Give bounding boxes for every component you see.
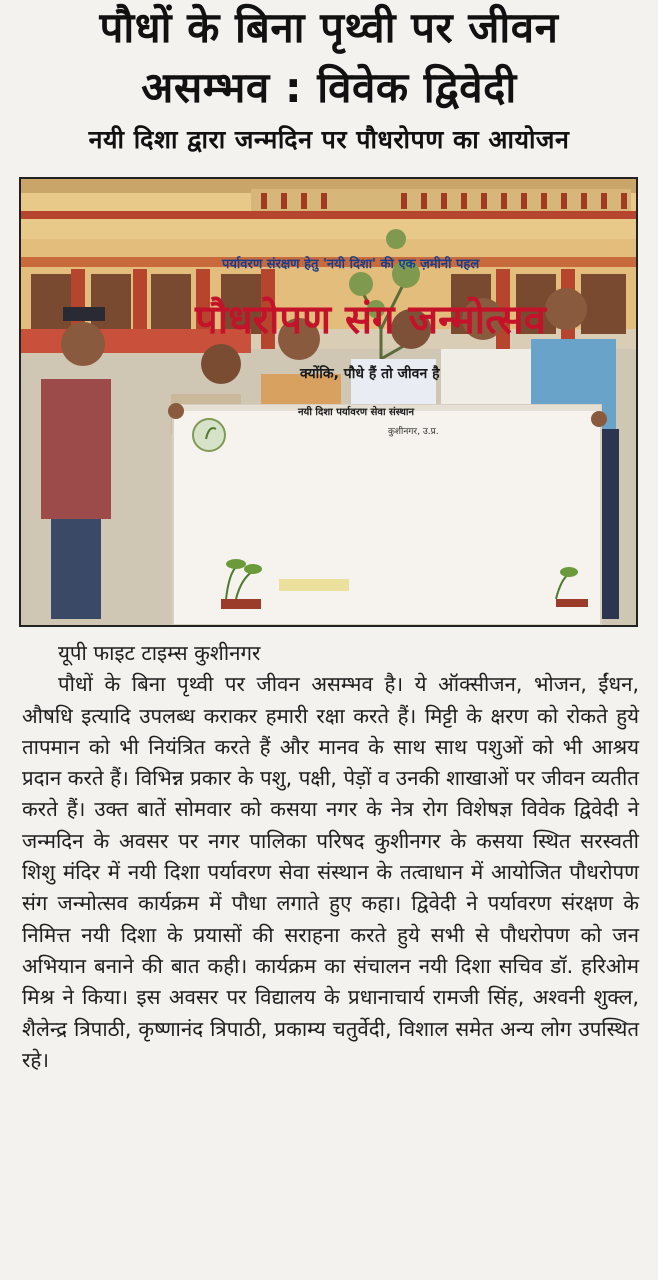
banner-place-line: कुशीनगर, उ.प्र. [388, 427, 439, 437]
article-body [22, 638, 639, 1076]
subheadline: नयी दिशा द्वारा जन्मदिन पर पौधरोपण का आयोजन [88, 125, 570, 154]
banner-tagline: क्योंकि, पौधे हैं तो जीवन है [300, 366, 440, 382]
banner-org-line: नयी दिशा पर्यावरण सेवा संस्थान [298, 407, 414, 418]
article-paragraph: पौधों के बिना पृथ्वी पर जीवन असम्भव है। ये ऑक्सीजन, भोजन, ईंधन, औषधि इत्यादि उपलब्ध कराकर हमारी रक्षा करते हैं। मिट्टी के क्षरण को रोकते हुये तापमान को भी नियंत्रित करते हैं और मानव के साथ साथ पशुओं को भी आश्रय प्रदान करते हैं। विभिन्न प्रकार के पशु, पक्षी, पेड़ों व उनकी शाखाओं पर जीवन व्यतीत करते हैं। उक्त बातें सोमवार को कसया नगर के नेत्र रोग विशेषज्ञ विवेक द्विवेदी ने जन्मदिन के अवसर पर नगर पालिका परिषद कुशीनगर के कसया स्थित सरस्वती शिशु मंदिर में नयी दिशा पर्यावरण सेवा संस्थान के तत्वाधान में आयोजित पौधरोपण संग जन्मोत्सव कार्यक्रम में पौधा लगाते हुए कहा। द्विवेदी ने पर्यावरण संरक्षण के निमित्त नयी दिशा के प्रयासों की सराहना करते हुये सभी से पौधरोपण को जन अभियान बनाने की बात कही। कार्यक्रम का संचालन नयी दिशा सचिव डॉ. हरिओम मिश्र ने किया। इस अवसर पर विद्यालय के प्रधानाचार्य रामजी सिंह, अश्वनी शुक्ल, शैलेन्द्र त्रिपाठी, कृष्णानंद त्रिपाठी, प्रकाम्य चतुर्वेदी, विशाल समेत अन्य लोग उपस्थित रहे। [22, 672, 639, 1072]
banner-top-line: पर्यावरण संरक्षण हेतु 'नयी दिशा' की एक ज़मीनी पहल [222, 257, 480, 272]
article-photo [19, 177, 638, 627]
headline-line-1: पौधों के बिना पृथ्वी पर जीवन [99, 3, 559, 52]
dateline: यूपी फाइट टाइम्स कुशीनगर [58, 641, 261, 665]
photo-illustration [21, 179, 636, 625]
headline-line-2: असम्भव : विवेक द्विवेदी [141, 63, 517, 112]
banner-main-line: पौधरोपण संग जन्मोत्सव [195, 297, 546, 343]
